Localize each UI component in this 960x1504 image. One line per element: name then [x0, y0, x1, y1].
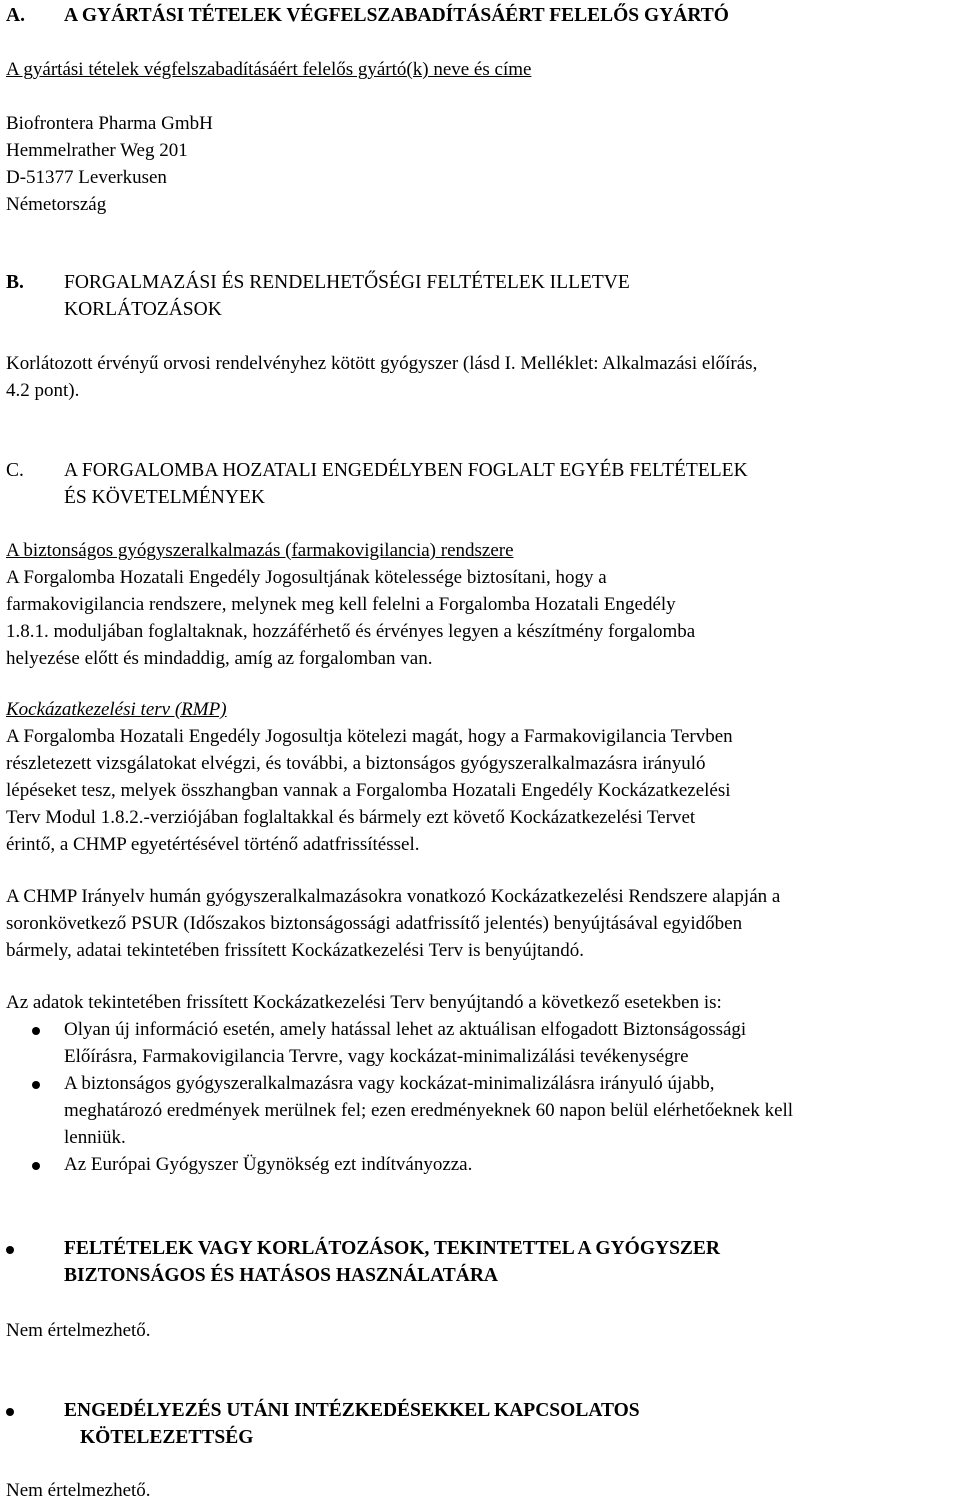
- address-line: Biofrontera Pharma GmbH: [6, 113, 213, 134]
- list-item: [6, 1070, 956, 1151]
- bullet-icon: [32, 1081, 40, 1089]
- section-b: [6, 269, 956, 323]
- cases-list: [6, 1016, 956, 1178]
- cases-block: [6, 989, 956, 1178]
- section-b-body-line: 4.2 pont).: [6, 380, 80, 401]
- list-item-line: A biztonságos gyógyszeralkalmazásra vagy kockázat-minimalizálásra irányuló újabb,: [64, 1073, 715, 1094]
- manufacturer-address: [6, 110, 956, 218]
- post-authorisation-heading: [6, 1397, 956, 1451]
- cases-intro: Az adatok tekintetében frissített Kockázatkezelési Terv benyújtandó a következő esetekben is:: [6, 992, 722, 1013]
- list-item-line: Előírásra, Farmakovigilancia Tervre, vagy kockázat-minimalizálási tevékenységre: [64, 1046, 689, 1067]
- conditions-body-block: [6, 1317, 956, 1344]
- pharmacovigilance-line: 1.8.1. moduljában foglaltaknak, hozzáférhető és érvényes legyen a készítmény forgalomba: [6, 621, 696, 642]
- address-line: Németország: [6, 194, 107, 215]
- section-a-letter: A.: [6, 5, 25, 26]
- bullet-icon: [32, 1027, 40, 1035]
- pharmacovigilance-line: farmakovigilancia rendszere, melynek meg kell felelni a Forgalomba Hozatali Engedély: [6, 594, 676, 615]
- list-item-line: Olyan új információ esetén, amely hatással lehet az aktuálisan elfogadott Biztonságossági: [64, 1019, 747, 1040]
- section-b-heading: [6, 269, 956, 323]
- manufacturer-subtitle-block: [6, 56, 956, 83]
- section-b-body-line: Korlátozott érvényű orvosi rendelvényhez kötött gyógyszer (lásd I. Melléklet: Alkalmazási előírás,: [6, 353, 758, 374]
- list-item: [6, 1016, 956, 1070]
- conditions-title-line: BIZTONSÁGOS ÉS HATÁSOS HASZNÁLATÁRA: [64, 1265, 498, 1286]
- section-a-title: A GYÁRTÁSI TÉTELEK VÉGFELSZABADÍTÁSÁÉRT FELELŐS GYÁRTÓ: [64, 5, 729, 26]
- rmp-heading: Kockázatkezelési terv (RMP): [6, 699, 227, 720]
- section-b-title-line: FORGALMAZÁSI ÉS RENDELHETŐSÉGI FELTÉTELEK ILLETVE: [64, 272, 630, 293]
- rmp-block: [6, 696, 956, 858]
- section-b-body: [6, 350, 956, 404]
- section-b-letter: B.: [6, 272, 24, 293]
- manufacturer-subtitle: A gyártási tételek végfelszabadításáért felelős gyártó(k) neve és címe: [6, 59, 532, 80]
- list-item-line: meghatározó eredmények merülnek fel; ezen eredményeknek 60 napon belül elérhetőeknek kell: [64, 1100, 794, 1121]
- section-a: [6, 2, 956, 29]
- chmp-line: soronkövetkező PSUR (Időszakos biztonságossági adatfrissítő jelentés) benyújtásával egyidőben: [6, 913, 743, 934]
- section-c-title-line: ÉS KÖVETELMÉNYEK: [64, 487, 265, 508]
- post-authorisation-body: Nem értelmezhető.: [6, 1480, 151, 1501]
- post-authorisation-section: [6, 1397, 956, 1451]
- section-c: [6, 457, 956, 511]
- rmp-line: A Forgalomba Hozatali Engedély Jogosultja kötelezi magát, hogy a Farmakovigilancia Tervben: [6, 726, 733, 747]
- pharmacovigilance-line: helyezése előtt és mindaddig, amíg az forgalomban van.: [6, 648, 433, 669]
- chmp-line: bármely, adatai tekintetében frissített Kockázatkezelési Terv is benyújtandó.: [6, 940, 584, 961]
- list-item-line: Az Európai Gyógyszer Ügynökség ezt indítványozza.: [64, 1154, 473, 1175]
- rmp-line: Terv Modul 1.8.2.-verziójában foglaltakkal és bármely ezt követő Kockázatkezelési Tervet: [6, 807, 696, 828]
- post-authorisation-title-line: KÖTELEZETTSÉG: [80, 1427, 254, 1448]
- pharmacovigilance-line: A Forgalomba Hozatali Engedély Jogosultjának kötelessége biztosítani, hogy a: [6, 567, 607, 588]
- conditions-section: [6, 1235, 956, 1289]
- address-line: D-51377 Leverkusen: [6, 167, 167, 188]
- pharmacovigilance-heading: A biztonságos gyógyszeralkalmazás (farmakovigilancia) rendszere: [6, 540, 514, 561]
- section-b-title-line: KORLÁTOZÁSOK: [64, 299, 222, 320]
- conditions-heading: [6, 1235, 956, 1289]
- bullet-icon: [6, 1408, 14, 1416]
- conditions-title-line: FELTÉTELEK VAGY KORLÁTOZÁSOK, TEKINTETTEL A GYÓGYSZER: [64, 1238, 721, 1259]
- section-a-heading: [6, 2, 956, 29]
- address-line: Hemmelrather Weg 201: [6, 140, 188, 161]
- bullet-icon: [32, 1162, 40, 1170]
- chmp-paragraph: [6, 883, 956, 964]
- list-item-line: lenniük.: [64, 1127, 126, 1148]
- rmp-line: lépéseket tesz, melyek összhangban vannak a Forgalomba Hozatali Engedély Kockázatkezelési: [6, 780, 731, 801]
- pharmacovigilance-block: [6, 537, 956, 672]
- section-c-heading: [6, 457, 956, 511]
- post-authorisation-title-line: ENGEDÉLYEZÉS UTÁNI INTÉZKEDÉSEKKEL KAPCSOLATOS: [64, 1400, 640, 1421]
- conditions-body: Nem értelmezhető.: [6, 1320, 151, 1341]
- section-c-title-line: A FORGALOMBA HOZATALI ENGEDÉLYBEN FOGLALT EGYÉB FELTÉTELEK: [64, 460, 748, 481]
- rmp-line: részletezett vizsgálatokat elvégzi, és további, a biztonságos gyógyszeralkalmazásra irányuló: [6, 753, 706, 774]
- chmp-line: A CHMP Irányelv humán gyógyszeralkalmazásokra vonatkozó Kockázatkezelési Rendszere alapján a: [6, 886, 781, 907]
- section-c-letter: C.: [6, 460, 24, 481]
- post-authorisation-body-block: [6, 1477, 956, 1504]
- list-item: [6, 1151, 956, 1178]
- bullet-icon: [6, 1246, 14, 1254]
- rmp-line: érintő, a CHMP egyetértésével történő adatfrissítéssel.: [6, 834, 420, 855]
